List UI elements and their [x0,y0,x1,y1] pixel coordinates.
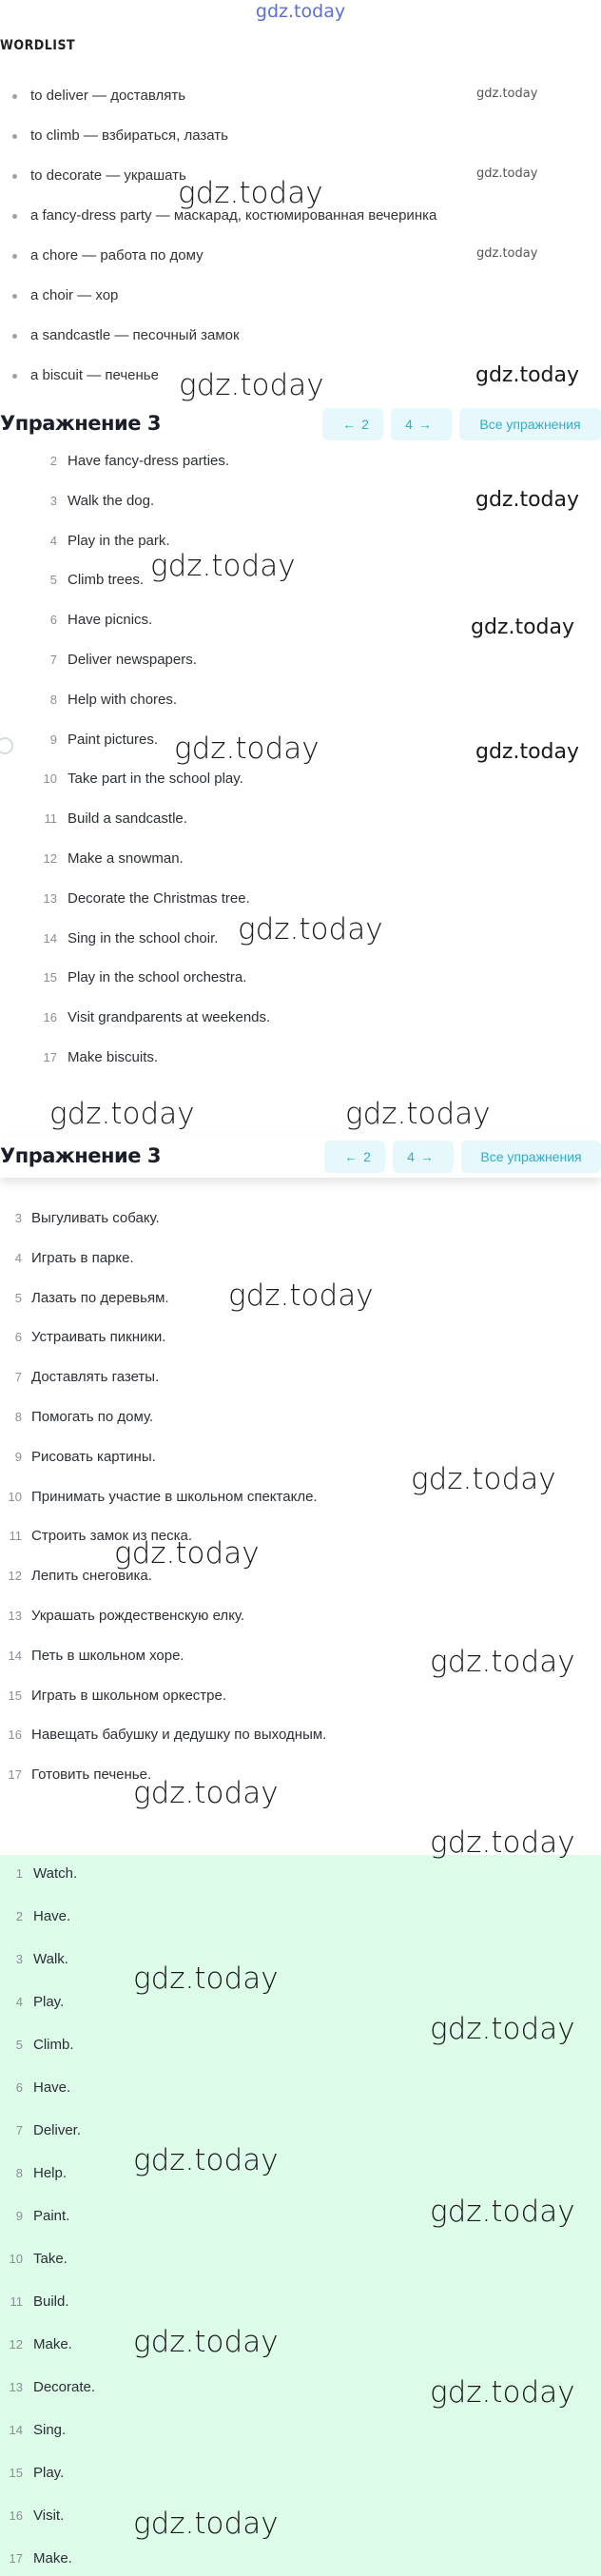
item-text: Play. [33,2465,65,2481]
item-number: 8 [49,692,57,707]
watermark: gdz.today [430,1645,575,1679]
bullet-icon [12,294,17,299]
item-text: Играть в школьном оркестре. [31,1687,227,1704]
item-text: Навещать бабушку и дедушку по выходным. [31,1727,327,1744]
item-number: 9 [14,1449,22,1464]
item-text: Deliver. [33,2122,82,2138]
item-number: 13 [43,890,57,906]
watermark: gdz.today [475,740,580,764]
item-number: 4 [14,1250,22,1265]
item-text: Visit. [33,2508,65,2524]
item-number: 16 [9,2508,23,2523]
wordlist-item-text: a choir — хор [30,287,119,303]
watermark: gdz.today [133,2325,279,2359]
item-number: 15 [8,1688,22,1703]
russian-list-item [0,1245,601,1272]
russian-list-item [0,1404,601,1431]
item-number: 11 [44,811,57,827]
prev-exercise-label: 2 [361,417,369,432]
wordlist-item-text: a chore — работа по дому [30,247,204,263]
item-text: Лепить снеговика. [31,1568,152,1585]
watermark: gdz.today [49,1097,195,1131]
scroll-marker-icon [0,735,13,752]
russian-list-item [0,1364,601,1391]
wordlist-item [0,283,601,308]
answer-list-item [0,2075,601,2101]
item-text: Climb. [33,2037,74,2053]
russian-list-item [0,1683,601,1709]
item-number: 12 [43,851,57,866]
item-text: Устраивать пикники. [31,1329,166,1346]
watermark: gdz.today [475,363,580,387]
item-text: Build. [33,2293,69,2310]
item-number: 6 [15,2080,23,2095]
item-text: Deliver newspapers. [68,652,197,668]
wordlist-title: WORDLIST [0,38,76,53]
item-text: Walk the dog. [68,492,155,509]
watermark: gdz.today [345,1097,491,1131]
next-exercise-label: 4 [405,417,413,432]
item-text: Climb trees. [68,572,145,589]
item-text: Помогать по дому. [31,1409,154,1425]
item-text: Play in the school orchestra. [68,969,247,986]
item-text: Have. [33,1908,71,1924]
item-number: 17 [8,1767,22,1783]
watermark: gdz.today [476,87,538,101]
item-text: Play in the park. [68,532,170,549]
item-text: Играть в парке. [31,1249,134,1266]
item-text: Build a sandcastle. [68,810,187,828]
answer-list-item [0,2332,601,2358]
item-number: 7 [14,1370,22,1385]
item-number: 4 [49,533,57,548]
wordlist-item-text: a biscuit — печенье [30,367,159,383]
russian-list-item [0,1205,601,1232]
item-number: 10 [8,1489,22,1504]
watermark: gdz.today [179,368,324,402]
english-list-item [0,567,601,594]
watermark: gdz.today [114,1536,260,1571]
item-number: 5 [15,2038,23,2052]
wordlist-item-text: to decorate — украшать [30,167,186,184]
site-logo[interactable]: gdz.today [255,1,346,22]
bullet-icon [12,374,17,379]
item-number: 15 [9,2466,23,2480]
wordlist-item-text: a fancy-dress party — маскарад, костюмированная вечеринка [30,207,437,224]
russian-list-item [0,1762,601,1788]
item-text: Have. [33,2079,71,2096]
exercise-nav-bar [0,403,601,445]
watermark: gdz.today [430,1825,575,1860]
bullet-icon [12,334,17,339]
item-number: 3 [14,1211,22,1225]
item-number: 10 [43,771,57,787]
item-number: 17 [43,1050,57,1064]
item-number: 12 [9,2337,23,2352]
item-text: Paint pictures. [68,731,159,748]
watermark: gdz.today [471,615,575,639]
item-number: 16 [8,1727,22,1743]
item-text: Decorate the Christmas tree. [68,889,250,907]
prev-exercise-button[interactable] [324,1141,385,1173]
item-text: Paint. [33,2208,70,2224]
watermark: gdz.today [174,732,320,766]
answer-list-item [0,1946,601,1973]
item-number: 14 [8,1648,22,1663]
item-number: 14 [43,930,57,946]
english-list-item [0,846,601,872]
arrow-left-icon: ← [344,1149,359,1164]
item-number: 2 [15,1909,23,1923]
arrow-right-icon: → [419,1149,434,1164]
english-list-item [0,766,601,792]
item-number: 13 [8,1609,22,1623]
bullet-icon [12,254,17,259]
item-text: Украшать рождественскую елку. [31,1608,245,1624]
item-text: Take. [33,2251,68,2267]
item-text: Sing. [33,2422,67,2438]
watermark: gdz.today [475,488,580,512]
next-exercise-button[interactable] [393,1141,454,1173]
prev-exercise-button[interactable] [322,408,383,440]
item-text: Visit grandparents at weekends. [68,1009,271,1026]
english-list-item [0,687,601,713]
item-text: Make a snowman. [68,850,184,867]
watermark: gdz.today [133,1776,279,1810]
answer-list-item [0,2246,601,2273]
item-number: 10 [9,2252,23,2266]
watermark: gdz.today [133,2143,279,2177]
russian-list-item [0,1523,601,1550]
item-number: 17 [9,2551,23,2566]
item-text: Строить замок из песка. [31,1528,193,1545]
item-text: Make. [33,2550,72,2566]
answer-list-item [0,2417,601,2444]
russian-list-item [0,1324,601,1351]
arrow-right-icon: → [417,417,432,432]
item-text: Decorate. [33,2379,96,2395]
wordlist-item [0,323,601,348]
watermark: gdz.today [430,2012,575,2046]
item-number: 9 [49,732,57,747]
item-number: 9 [15,2209,23,2223]
item-text: Рисовать картины. [31,1448,156,1465]
answer-list-item [0,2160,601,2187]
watermark: gdz.today [411,1462,556,1496]
watermark: gdz.today [476,166,538,181]
item-text: Help. [33,2165,68,2181]
item-number: 3 [15,1952,23,1966]
answer-list-item [0,2289,601,2315]
answer-list-item [0,1903,601,1930]
item-text: Готовить печенье. [31,1766,152,1784]
item-text: Take part in the school play. [68,771,243,788]
watermark: gdz.today [430,2375,575,2410]
item-text: Make. [33,2336,72,2352]
item-number: 4 [15,1995,23,2009]
item-number: 5 [49,573,57,588]
item-number: 12 [8,1569,22,1584]
watermark: gdz.today [133,2507,279,2541]
item-text: Лазать по деревьям. [31,1289,169,1306]
watermark: gdz.today [476,246,538,261]
english-list-item [0,886,601,912]
item-text: Have fancy-dress parties. [68,453,230,469]
item-text: Sing in the school choir. [68,929,219,946]
exercise-title: Упражнение 3 [0,412,161,435]
watermark: gdz.today [150,549,296,583]
item-text: Выгуливать собаку. [31,1210,160,1226]
all-exercises-button[interactable]: Все упражнения [461,1141,601,1173]
next-exercise-button[interactable] [391,408,452,440]
watermark: gdz.today [238,912,383,946]
item-number: 13 [9,2380,23,2394]
exercise-title: Упражнение 3 [0,1144,161,1167]
bullet-icon [12,214,17,219]
russian-list-item [0,1603,601,1630]
item-text: Петь в школьном хоре. [31,1647,184,1664]
watermark: gdz.today [228,1278,374,1313]
wordlist-item-text: a sandcastle — песочный замок [30,327,240,343]
all-exercises-button[interactable]: Все упражнения [459,408,601,440]
item-number: 6 [49,613,57,628]
russian-list-item [0,1722,601,1748]
item-number: 2 [49,454,57,468]
watermark: gdz.today [430,2195,575,2229]
prev-exercise-label: 2 [363,1149,371,1164]
answer-list-item [0,1861,601,1887]
item-text: Make biscuits. [68,1049,159,1065]
item-number: 1 [15,1866,23,1881]
item-text: Watch. [33,1865,78,1882]
russian-list-item [0,1563,601,1590]
item-number: 3 [49,493,57,508]
item-number: 5 [14,1290,22,1305]
wordlist-item [0,124,601,148]
item-number: 11 [9,1529,22,1544]
answer-list-item [0,2503,601,2529]
bullet-icon [12,134,17,139]
exercise-nav-bar-2 [0,1136,601,1178]
item-number: 15 [43,970,57,986]
answer-list-item [0,2546,601,2572]
item-number: 8 [14,1410,22,1424]
english-list-item [0,647,601,673]
item-number: 11 [10,2294,23,2309]
item-number: 7 [15,2123,23,2137]
item-number: 14 [9,2423,23,2437]
item-number: 6 [14,1330,22,1345]
item-text: Walk. [33,1951,68,1967]
english-list-item [0,1005,601,1031]
wordlist-item-text: to deliver — доставлять [30,88,186,104]
item-text: Play. [33,1994,65,2010]
wordlist-item-text: to climb — взбираться, лазать [30,127,228,144]
item-text: Have picnics. [68,612,153,629]
english-list-item [0,806,601,832]
next-exercise-label: 4 [407,1149,415,1164]
watermark: gdz.today [178,176,323,210]
answer-list-item [0,2117,601,2144]
watermark: gdz.today [133,1961,279,1996]
item-number: 7 [49,653,57,667]
item-text: Доставлять газеты. [31,1369,160,1386]
item-text: Help with chores. [68,691,178,708]
english-list-item [0,965,601,991]
bullet-icon [12,94,17,99]
answer-list-item [0,2460,601,2487]
item-text: Принимать участие в школьном спектакле. [31,1488,318,1505]
item-number: 16 [43,1010,57,1025]
english-list-item [0,1044,601,1071]
item-number: 8 [15,2166,23,2180]
english-list-item [0,448,601,475]
bullet-icon [12,174,17,179]
english-list-item [0,528,601,555]
arrow-left-icon: ← [342,417,357,432]
